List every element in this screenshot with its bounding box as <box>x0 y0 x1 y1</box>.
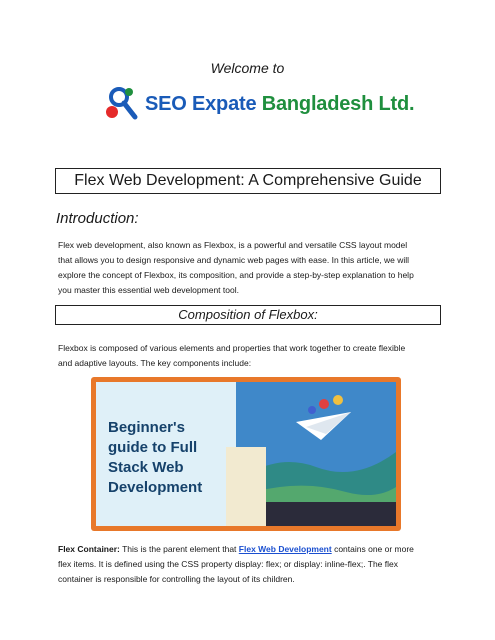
logo-secondary-text: Bangladesh Ltd. <box>261 92 415 115</box>
welcome-text: Welcome to <box>210 60 285 76</box>
intro-line: you master this essential web development tool. <box>58 285 239 295</box>
section-line: and adaptive layouts. The key components include: <box>58 358 252 368</box>
intro-heading: Introduction: <box>56 210 139 227</box>
flex-container-label: Flex Container: <box>58 544 120 554</box>
intro-line: Flex web development, also known as Flexbox, is a powerful and versatile CSS layout model <box>58 240 408 250</box>
flex-container-line: flex items. It is defined using the CSS property display: flex; or display: inline-flex;. The flex <box>58 559 398 569</box>
section-line: Flexbox is composed of various elements and properties that work together to create flexible <box>58 343 406 353</box>
flex-container-text-after: contains one or more <box>331 544 414 554</box>
flex-container-text: This is the parent element that <box>119 544 239 554</box>
section-heading: Composition of Flexbox: <box>55 305 441 325</box>
flex-container-line: container is responsible for controlling the layout of its children. <box>58 574 295 584</box>
banner-heading <box>108 418 218 498</box>
banner-line: guide to Full <box>108 439 198 456</box>
section-paragraph <box>58 341 440 371</box>
logo-icon <box>105 85 141 123</box>
document-title: Flex Web Development: A Comprehensive Guide <box>55 168 441 194</box>
article-banner-image <box>91 377 401 531</box>
intro-line: explore the concept of Flexbox, its composition, and provide a step-by-step explanation to help <box>58 270 414 280</box>
intro-line: that allows you to design responsive and dynamic web pages with ease. In this article, we will <box>58 255 410 265</box>
logo-primary-text: SEO Expate <box>145 92 257 115</box>
banner-line: Beginner's <box>108 419 185 436</box>
flex-web-development-link[interactable]: Flex Web Development <box>238 544 332 554</box>
banner-line: Development <box>108 479 203 496</box>
company-logo <box>105 84 415 124</box>
banner-line: Stack Web <box>108 459 184 476</box>
intro-paragraph <box>58 238 440 298</box>
flex-container-paragraph <box>58 542 440 587</box>
